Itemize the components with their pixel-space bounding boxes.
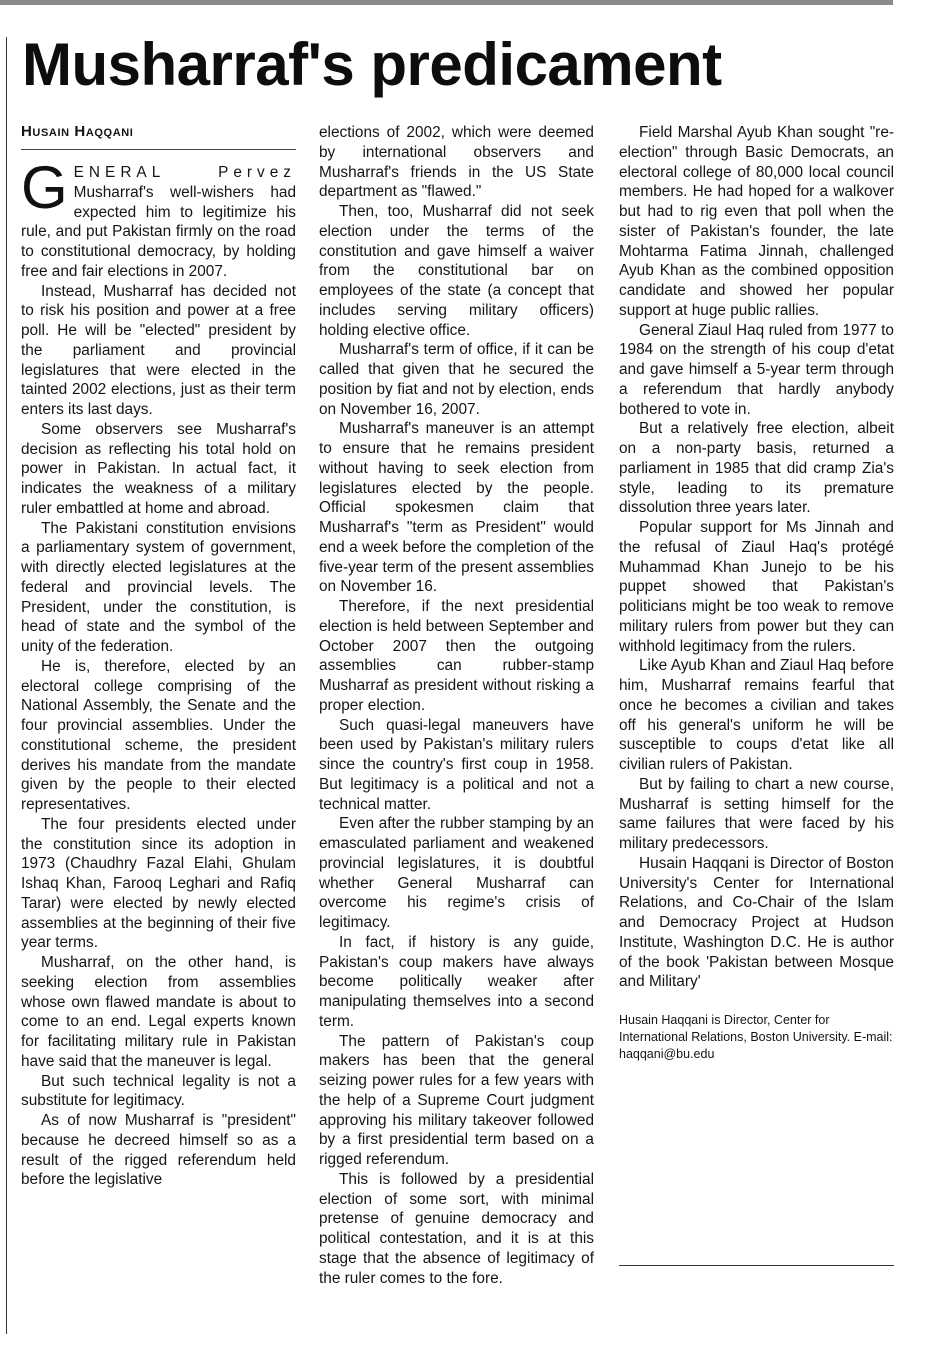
paragraph: Musharraf, on the other hand, is seeking election from assemblies whose own flawed mandate is about to come to an end. Legal experts known for facilitating military rule in Pakistan have said that the maneuver is legal. xyxy=(21,954,296,1070)
article-headline: Musharraf's predicament xyxy=(22,31,722,98)
paragraph: Even after the rubber stamping by an emasculated parliament and weakened provincial legislatures, it is doubtful whether General Musharraf can overcome his regime's crisis of legitimacy. xyxy=(319,815,594,931)
paragraph: The pattern of Pakistan's coup makers has been that the general seizing power rules for a few years with the help of a Supreme Court judgment approving his military takeover followed by a first presidential term based on a rigged referendum. xyxy=(319,1032,594,1168)
paragraph: General Ziaul Haq ruled from 1977 to 1984 on the strength of his coup d'etat and gave himself a 5-year term through a referendum that hardly anybody bothered to vote in. xyxy=(619,321,894,418)
paragraph: Popular support for Ms Jinnah and the refusal of Ziaul Haq's protégé Muhammad Khan Junejo to be his puppet showed that Pakistan's politicians might be too weak to remove military rulers from power but they can withhold legitimacy from the rulers. xyxy=(619,519,894,655)
left-column-rule xyxy=(6,37,7,1334)
paragraph: The Pakistani constitution envisions a parliamentary system of government, with directly elected legislatures at the federal and provincial levels. The President, under the constitution, is head of state and the symbol of the unity of the federation. xyxy=(21,519,296,655)
paragraph: But such technical legality is not a substitute for legitimacy. xyxy=(21,1072,296,1110)
paragraph: Field Marshal Ayub Khan sought "re-election" through Basic Democrats, an electoral college of 80,000 local council members. He had hoped for a walkover but had to rig even that poll when the sister of Pakistan's founder, the late Mohtarma Fatima Jinnah, challenged Ayub Khan as the combined opposition candidate and showed her popular support at huge public rallies. xyxy=(619,124,894,319)
paragraph: Some observers see Musharraf's decision as reflecting his total hold on power in Pakistan. In actual fact, it indicates the weakness of a military ruler embattled at home and abroad. xyxy=(21,420,296,517)
paragraph: In fact, if history is any guide, Pakistan's coup makers have always become politically weaker after manipulating themselves into a second term. xyxy=(319,933,594,1030)
byline: Husain Haqqani xyxy=(21,123,296,150)
paragraph: Such quasi-legal maneuvers have been used by Pakistan's military rulers since the country's first coup in 1958. But legitimacy is a political and not a technical matter. xyxy=(319,716,594,813)
article-column-2 xyxy=(319,123,594,1288)
top-rule xyxy=(0,0,893,5)
article-column-3 xyxy=(619,123,894,1063)
lead-text: Musharraf's well-wishers had expected him to legitimize his rule, and put Pakistan firmly on the road to constitutional democracy, by holding free and fair elections in 2007. xyxy=(21,183,296,280)
paragraph: Musharraf's term of office, if it can be called that given that he secured the position by fiat and not by election, ends on November 16, 2007. xyxy=(319,341,594,418)
author-note: Husain Haqqani is Director, Center for International Relations, Boston University. E-mail: haqqani@bu.edu xyxy=(619,1013,893,1061)
paragraph: Then, too, Musharraf did not seek election under the terms of the constitution and gave himself a waiver from the constitutional bar on employees of the state (a concept that includes serving military officers) holding elective office. xyxy=(319,203,594,339)
drop-cap: G xyxy=(21,154,68,221)
paragraph: Therefore, if the next presidential election is held between September and October 2007 then the outgoing assemblies can rubber-stamp Musharraf as president without risking a proper election. xyxy=(319,598,594,714)
paragraph: But by failing to chart a new course, Musharraf is setting himself for the same failures that were faced by his military predecessors. xyxy=(619,775,894,852)
paragraph: Musharraf's maneuver is an attempt to ensure that he remains president without having to seek election from legislatures elected by the people. Official spokesmen claim that Musharraf's "term as President" would end a week before the completion of the five-year term of the present assemblies on November 16. xyxy=(319,420,594,596)
paragraph: As of now Musharraf is "president" because he decreed himself so as a result of the rigged referendum held before the legislative xyxy=(21,1112,296,1189)
paragraph: But a relatively free election, albeit on a non-party basis, returned a parliament in 1985 that did cramp Zia's style, leading to its premature dissolution three years later. xyxy=(619,420,894,517)
lead-paragraph xyxy=(21,154,296,282)
paragraph: The four presidents elected under the constitution since its adoption in 1973 (Chaudhry Fazal Elahi, Ghulam Ishaq Khan, Farooq Leghari and Rafiq Tarar) were elected by newly elected assemblies at the beginning of their five year terms. xyxy=(21,815,296,952)
lead-opening-words: ENERAL Pervez xyxy=(73,164,296,181)
paragraph: Instead, Musharraf has decided not to risk his position and power at a free poll. He will be "elected" president by the parliament and provincial legislatures that were elected in the tainted 2002 elections, just as their term enters its last days. xyxy=(21,282,296,418)
paragraph: Like Ayub Khan and Ziaul Haq before him, Musharraf remains fearful that once he becomes a civilian and takes off his general's uniform he will be susceptible to coups d'etat like all civilian rulers of Pakistan. xyxy=(619,657,894,773)
paragraph: This is followed by a presidential election of some sort, with minimal pretense of genuine democracy and political contestation, and it is at this stage that the absence of legitimacy of the ruler comes to the fore. xyxy=(319,1170,594,1287)
author-bio-paragraph: Husain Haqqani is Director of Boston University's Center for International Relations, and Co-Chair of the Islam and Democracy Project at Hudson Institute, Washington D.C. He is author of the book 'Pakistan between Mosque and Military' xyxy=(619,854,894,991)
bottom-rule xyxy=(619,1265,894,1266)
continued-paragraph: elections of 2002, which were deemed by international observers and Musharraf's friends in the US State department as "flawed." xyxy=(319,124,594,201)
article-column-1 xyxy=(21,123,296,1190)
paragraph: He is, therefore, elected by an electoral college comprising of the National Assembly, the Senate and the four provincial assemblies. Under the constitutional scheme, the president derives his mandate from the mandate given by the people to their elected representatives. xyxy=(21,657,296,813)
